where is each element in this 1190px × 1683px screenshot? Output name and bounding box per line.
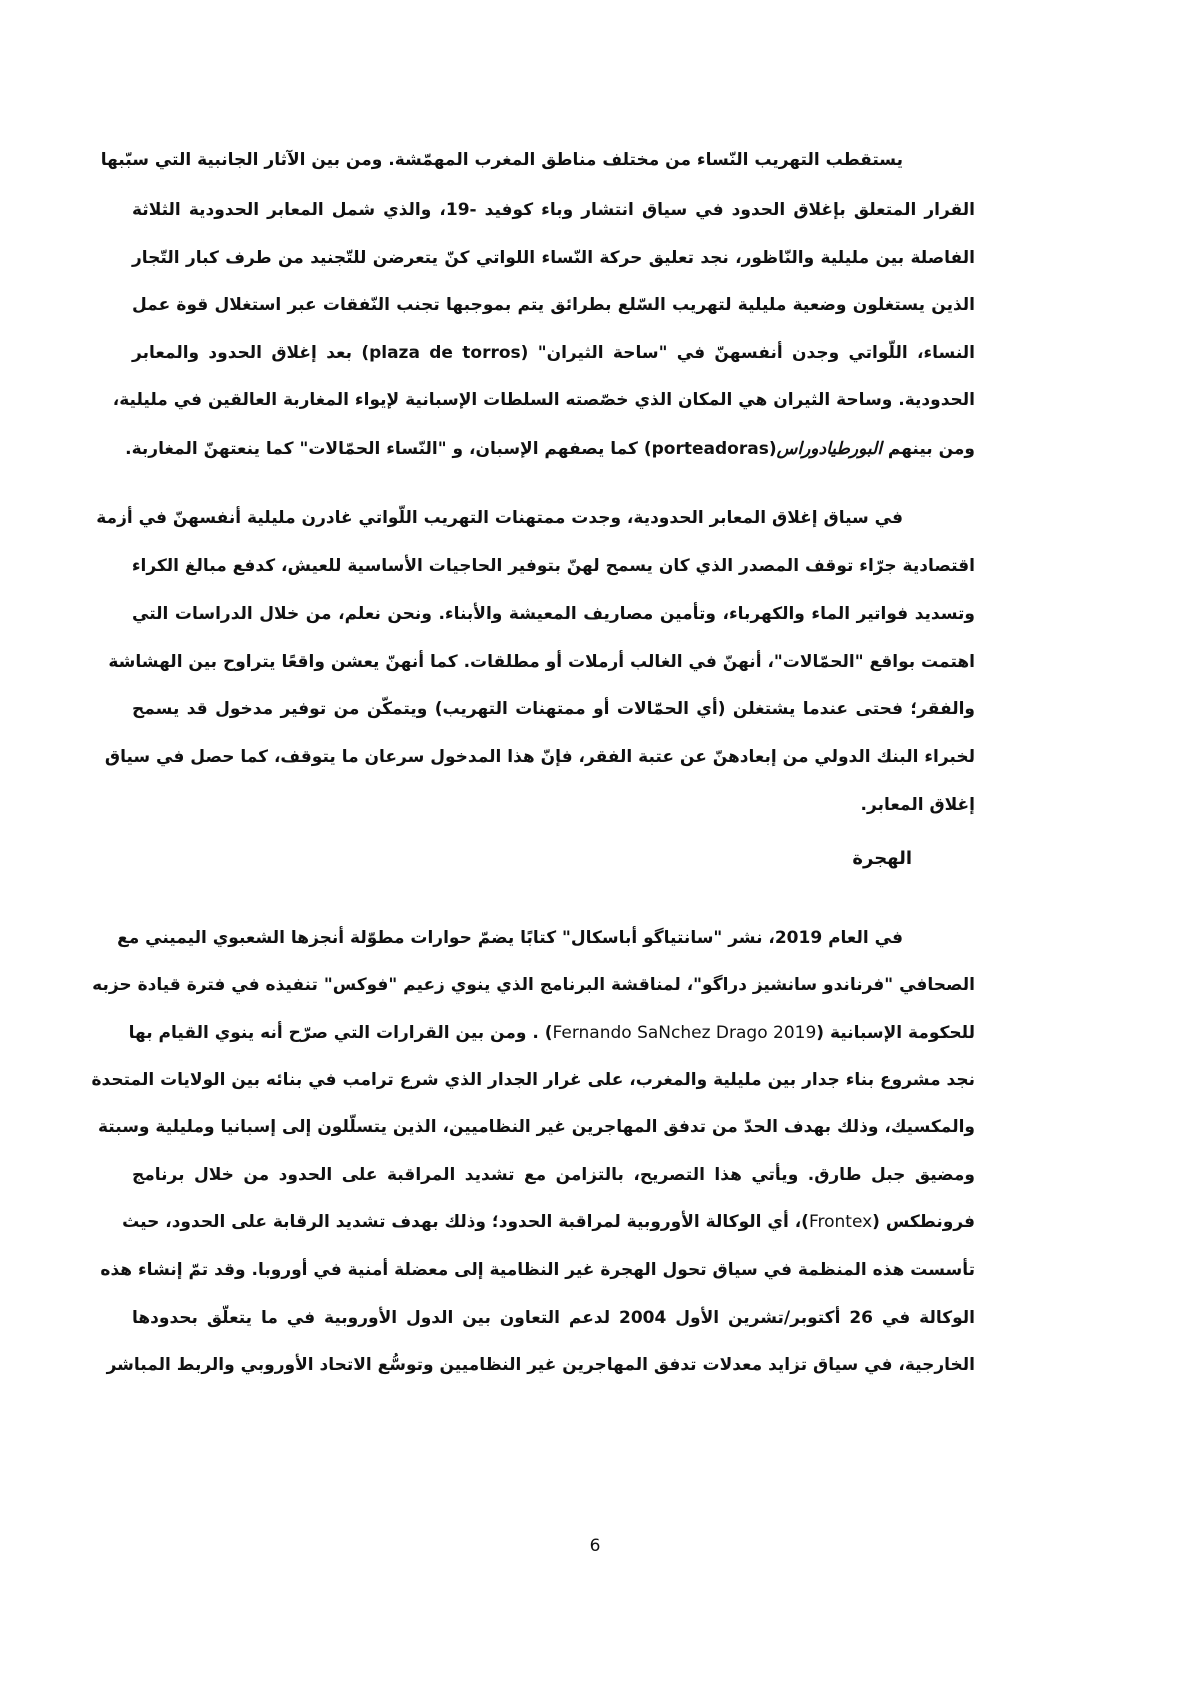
text-segment: ) كما يصفهم الإسبان، و "النّساء الحمّالات" كما ينعتهنّ المغاربة. (125, 439, 652, 459)
text-segment: )، أي الوكالة الأوروبية لمراقبة الحدود؛ وذلك بهدف تشديد الرقابة على الحدود، حيث (122, 1212, 809, 1232)
text-segment: النساء، اللّواتي وجدن أنفسهنّ في "ساحة الثيران" ( (520, 343, 975, 363)
text-line: الحدودية. وساحة الثيران هي المكان الذي خصّصته السلطات الإسبانية لإيواء المغاربة العالقين في مليلية، (112, 390, 975, 410)
text-line: يستقطب التهريب النّساء من مختلف مناطق المغرب المهمّشة. ومن بين الآثار الجانبية التي سبّبها (100, 150, 903, 170)
text-line: إغلاق المعابر. (860, 795, 975, 815)
text-line: تأسست هذه المنظمة في سياق تحول الهجرة غير النظامية إلى معضلة أمنية في أوروبا. وقد تمّ إنشاء هذه (100, 1260, 975, 1280)
text-line: الوكالة في 26 أكتوبر/تشرين الأول 2004 لدعم التعاون بين الدول الأوروبية في ما يتعلّق بحدودها (132, 1308, 976, 1328)
text-line: في العام 2019، نشر "سانتياگو أباسكال" كتابًا يضمّ حوارات مطوّلة أنجزها الشعبوي اليميني مع (117, 928, 903, 948)
text-line: الخارجية، في سياق تزايد معدلات تدفق المهاجرين غير النظاميين وتوسُّع الاتحاد الأوروبي والربط المباشر (106, 1355, 975, 1375)
foreign-term: plaza de torros (369, 343, 521, 363)
text-line: لخبراء البنك الدولي من إبعادهنّ عن عتبة الفقر، فإنّ هذا المدخول سرعان ما يتوقف، كما حصل في سياق (104, 747, 975, 767)
citation: Fernando SaNchez Drago 2019 (552, 1023, 817, 1043)
text-line (122, 1207, 975, 1237)
text-line: القرار المتعلق بإغلاق الحدود في سياق انتشار وباء كوفيد -19، والذي شمل المعابر الحدودية الثلاثة (132, 200, 975, 220)
section-heading: الهجرة (852, 848, 912, 869)
italic-term: البورطيادوراس (776, 439, 882, 459)
text-line: ومضيق جبل طارق. ويأتي هذا التصريح، بالتزامن مع تشديد المراقبة على الحدود من خلال برنامج (132, 1165, 975, 1185)
text-line (132, 338, 975, 368)
text-line: في سياق إغلاق المعابر الحدودية، وجدت ممتهنات التهريب اللّواتي غادرن مليلية أنفسهنّ في أزمة (96, 508, 903, 528)
text-line: والمكسيك، وذلك بهدف الحدّ من تدفق المهاجرين غير النظاميين، الذين يتسلّلون إلى إسبانيا ومليلية وسبتة (98, 1117, 975, 1137)
text-line: وتسديد فواتير الماء والكهرباء، وتأمين مصاريف المعيشة والأبناء. ونحن نعلم، من خلال الدراسات التي (132, 604, 975, 624)
text-line: اهتمت بواقع "الحمّالات"، أنهنّ في الغالب أرملات أو مطلقات. كما أنهنّ يعشن واقعًا يتراوح بين الهشاشة (108, 652, 975, 672)
text-segment: ) . ومن بين القرارات التي صرّح أنه ينوي القيام بها (128, 1023, 553, 1043)
text-line: الذين يستغلون وضعية مليلية لتهريب السّلع بطرائق يتم بموجبها تجنب النّفقات عبر استغلال قوة عمل (132, 295, 975, 315)
text-segment: فرونطكس ( (872, 1212, 975, 1232)
text-line (128, 1018, 975, 1048)
text-line: نجد مشروع بناء جدار بين مليلية والمغرب، على غرار الجدار الذي شرع ترامب في بنائه بين الولايات المتحدة (91, 1070, 975, 1090)
text-line: الفاصلة بين مليلية والنّاظور، نجد تعليق حركة النّساء اللواتي كنّ يتعرضن للتّجنيد من طرف كبار التّجار (132, 248, 975, 268)
text-line: اقتصادية جرّاء توقف المصدر الذي كان يسمح لهنّ بتوفير الحاجيات الأساسية للعيش، كدفع مبالغ الكراء (131, 556, 975, 576)
text-segment: ) بعد إغلاق الحدود والمعابر (132, 343, 370, 363)
foreign-term: porteadoras (651, 439, 769, 459)
foreign-term: Frontex (808, 1212, 873, 1232)
text-segment: ( (768, 439, 777, 459)
text-line: الصحافي "فرناندو سانشيز دراگو"، لمناقشة البرنامج الذي ينوي زعيم "فوكس" تنفيذه في فترة قيادة حزبه (92, 975, 975, 995)
text-segment: للحكومة الإسبانية ( (816, 1023, 975, 1043)
text-line (125, 434, 975, 464)
text-line: والفقر؛ فحتى عندما يشتغلن (أي الحمّالات أو ممتهنات التهريب) ويتمكّن من توفير مدخول قد يسمح (132, 699, 975, 719)
page-number: 6 (589, 1536, 601, 1556)
text-segment: ومن بينهم (881, 439, 975, 459)
